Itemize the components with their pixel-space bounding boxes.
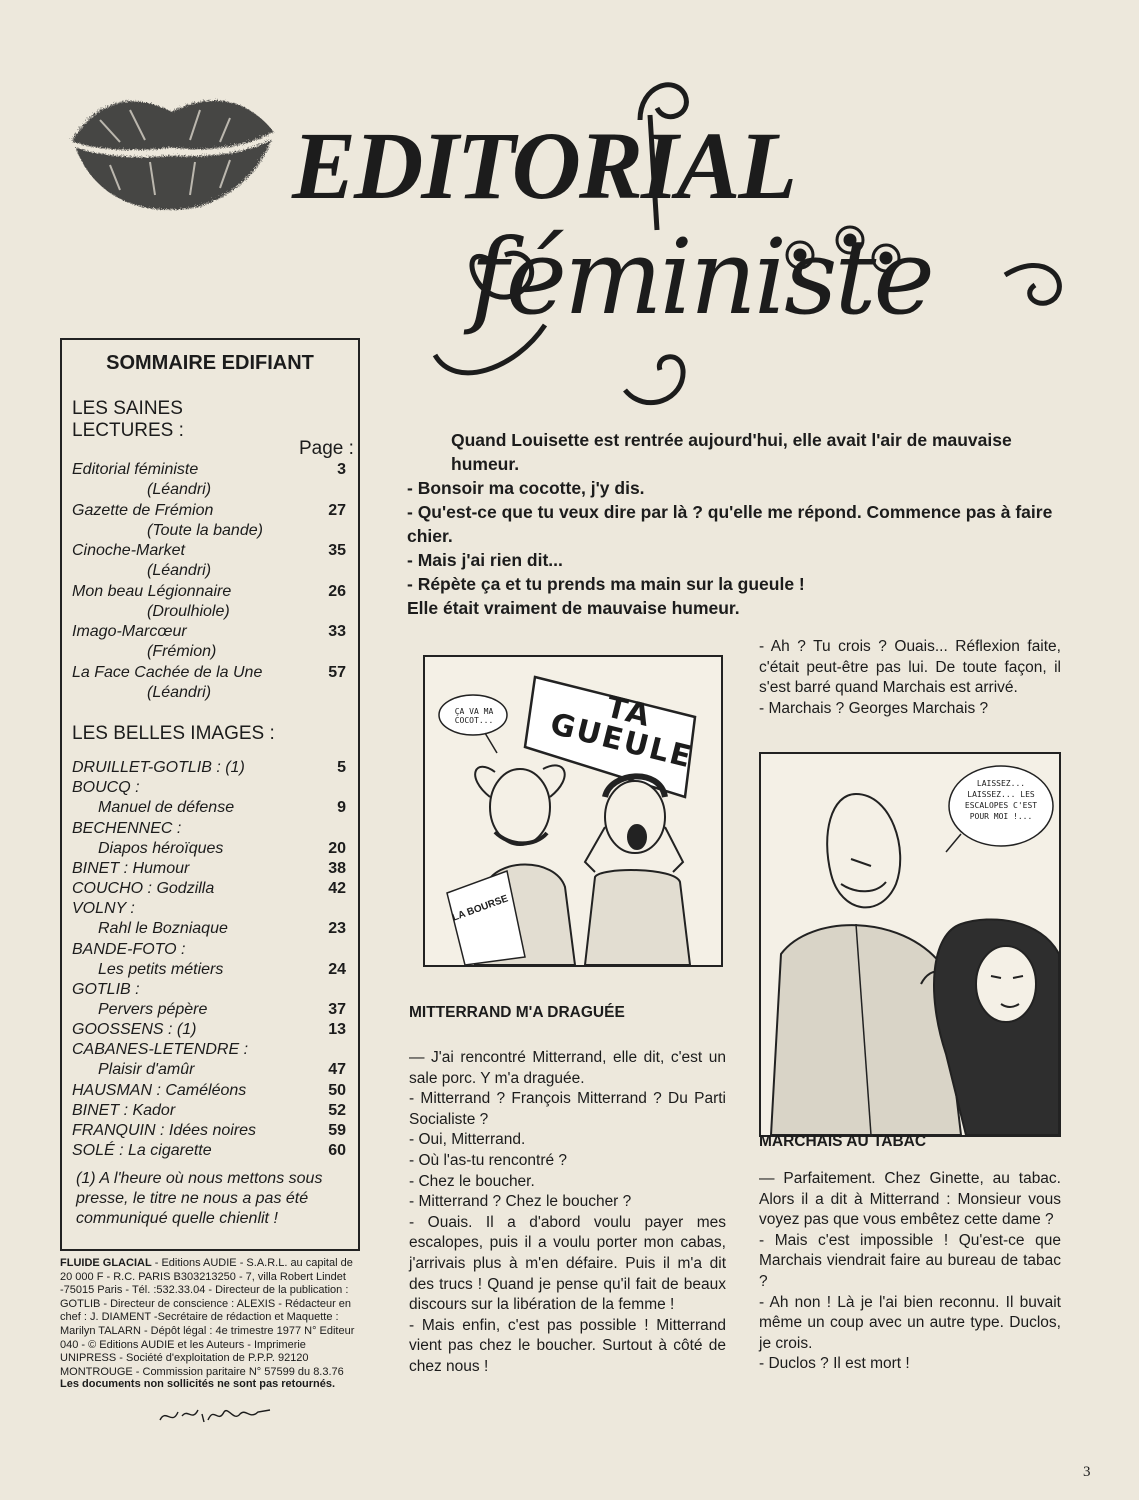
entry-artist: COUCHO : Godzilla [72, 880, 215, 897]
sommaire-entry [72, 1020, 352, 1040]
dialogue-line: - Mitterrand ? François Mitterrand ? Du Parti Socialiste ? [409, 1090, 726, 1128]
entry-artist: VOLNY : [72, 900, 135, 918]
entry-page: 33 [328, 623, 346, 640]
marchais-text [759, 1169, 1061, 1375]
publication-credits [60, 1257, 360, 1379]
section-heading-mitterrand: MITTERRAND M'A DRAGUÉE [409, 1004, 625, 1021]
entry-work: Plaisir d'amûr [98, 1061, 195, 1079]
intro-line: - Répète ça et tu prends ma main sur la gueule ! [407, 574, 805, 594]
intro-line: Quand Louisette est rentrée aujourd'hui, elle avait l'air de mauvaise humeur. [451, 430, 1012, 474]
sommaire-entry-work [72, 798, 352, 818]
entry-page: 50 [328, 1081, 346, 1099]
dialogue-line: — J'ai rencontré Mitterrand, elle dit, c'est un sale porc. Y m'a draguée. [409, 1049, 726, 1087]
entry-artist: GOOSSENS : (1) [72, 1021, 197, 1039]
comic-panel-marchais [759, 752, 1061, 1137]
entry-artist: BECHENNEC : [72, 819, 182, 837]
sommaire-entry [72, 582, 352, 602]
entry-page: 20 [328, 839, 346, 857]
editorial-title: EDITORIAL [292, 112, 796, 219]
sommaire-entry [72, 1141, 352, 1161]
entry-page: 9 [337, 799, 346, 817]
editorial-subtitle: féministe [470, 216, 932, 338]
dialogue-line: - Marchais ? Georges Marchais ? [759, 699, 989, 717]
sommaire-footnote: (1) A l'heure où nous mettons sous presse, le titre ne nous a pas été communiqué quelle chienlit ! [76, 1170, 323, 1227]
sommaire-title: SOMMAIRE EDIFIANT [106, 352, 314, 374]
entry-title: Editorial féministe [72, 461, 199, 478]
comic-panel-shout [423, 655, 723, 967]
sommaire-entry [72, 1081, 352, 1101]
entry-work: Rahl le Bozniaque [98, 920, 228, 938]
entry-page: 42 [328, 880, 346, 897]
section-heading-marchais: MARCHAIS AU TABAC [759, 1133, 927, 1150]
sommaire-entry [72, 1040, 352, 1060]
entry-page: 52 [328, 1101, 346, 1119]
entry-artist: SOLÉ : La cigarette [72, 1142, 212, 1160]
sommaire-entry [72, 622, 352, 642]
dialogue-line: - Oui, Mitterrand. [409, 1131, 526, 1149]
entry-page: 26 [328, 582, 346, 600]
entry-artist: BINET : Humour [72, 859, 190, 877]
page-number: 3 [1083, 1464, 1091, 1480]
sommaire-entry [72, 1101, 352, 1121]
entry-page: 47 [328, 1061, 346, 1079]
sommaire-entry [72, 980, 352, 1000]
entry-page: 59 [328, 1122, 346, 1139]
entry-page: 37 [328, 1000, 346, 1018]
sommaire-entry-author: (Droulhiole) [147, 602, 230, 620]
entry-artist: HAUSMAN : Caméléons [72, 1081, 247, 1099]
speech-balloon-text: LAISSEZ... LAISSEZ... LES ESCALOPES C'EST POUR MOI !... [964, 779, 1038, 821]
intro-text [407, 428, 1069, 620]
dialogue-line: - Mais enfin, c'est pas possible ! Mitterrand vient pas chez le boucher. Surtout à côté de chez nous ! [409, 1316, 726, 1375]
entry-artist: BINET : Kador [72, 1101, 176, 1119]
intro-line: - Mais j'ai rien dit... [407, 550, 563, 570]
sommaire-entry-author: (Léandri) [147, 562, 212, 579]
section-heading-line: LECTURES : [72, 420, 184, 441]
page-column-label: Page : [299, 438, 354, 459]
entry-title: Cinoche-Market [72, 542, 185, 559]
sommaire-entry [72, 940, 352, 960]
entry-page: 57 [328, 663, 346, 681]
sommaire-entry [72, 1121, 352, 1141]
dialogue-line: - Ah ? Tu crois ? Ouais... Réflexion faite, c'était peut-être pas lui. De toute façon, il s'est barré quand Marchais est arrivé. [759, 638, 1061, 697]
entry-page: 24 [328, 960, 346, 978]
entry-work: Diapos héroïques [98, 839, 224, 857]
entry-title: Imago-Marcœur [72, 623, 187, 640]
entry-page: 60 [328, 1142, 346, 1160]
entry-title: Gazette de Frémion [72, 501, 214, 519]
mitterrand-text [409, 1048, 726, 1378]
entry-artist: BANDE-FOTO : [72, 940, 186, 958]
sommaire-entry [72, 778, 352, 798]
entry-artist: GOTLIB : [72, 980, 140, 998]
sommaire-entry-author: (Toute la bande) [147, 521, 263, 539]
intro-line: - Qu'est-ce que tu veux dire par là ? qu'elle me répond. Commence pas à faire chier. [407, 502, 1053, 546]
dialogue-line: - Où l'as-tu rencontré ? [409, 1151, 568, 1169]
sommaire-entry [72, 758, 352, 778]
sommaire-entry-author: (Frémion) [147, 643, 217, 660]
entry-work: Manuel de défense [98, 799, 235, 817]
section-heading-line: LES SAINES [72, 398, 183, 419]
entry-artist: DRUILLET-GOTLIB : (1) [72, 759, 245, 776]
entry-work: Pervers pépère [98, 1000, 208, 1018]
section-heading-lectures [72, 398, 184, 442]
entry-page: 23 [328, 920, 346, 938]
entry-page: 13 [328, 1021, 346, 1039]
sommaire-entry-author: (Léandri) [147, 683, 212, 701]
sommaire-entry [72, 663, 352, 683]
dialogue-line: - Mitterrand ? Chez le boucher ? [409, 1193, 632, 1211]
entry-work: Les petits métiers [98, 960, 224, 978]
entry-page: 5 [337, 759, 346, 776]
sommaire-entry [72, 460, 352, 480]
sommaire-entry-work [72, 1000, 352, 1020]
dialogue-line: - Mais c'est impossible ! Qu'est-ce que Marchais viendrait faire au bureau de tabac ? [759, 1231, 1061, 1290]
credits-text: - Editions AUDIE - S.A.R.L. au capital de 20 000 F - R.C. PARIS B303213250 - 7, villa Robert Lindet -75015 Paris - Tél. :532.33.04 - Directeur de la publication : GOTLIB - Directeur de conscience : ALEXIS - Rédacteur en chef : J. DIAMENT -Secrétaire de rédaction et Maquette : Marilyn TALARN - Dépôt légal : 4e trimestre 1977 N° Editeur 040 - © Editions AUDIE et les Auteurs - Imprimerie UNIPRESS - Société d'exploitation de P.P.P. 92120 MONTROUGE - Commission paritaire N° 57599 du 8.3.76 [60, 1257, 355, 1378]
entry-page: 38 [328, 859, 346, 877]
sommaire-entry [72, 859, 352, 879]
unsolicited-notice: Les documents non sollicités ne sont pas retournés. [60, 1378, 336, 1390]
sommaire-entry [72, 541, 352, 561]
sommaire-entry-work [72, 960, 352, 980]
sommaire-entry [72, 879, 352, 899]
sommaire-entry [72, 899, 352, 919]
sommaire-entry-author: (Léandri) [147, 481, 212, 498]
sommaire-entry [72, 501, 352, 521]
section-heading-images: LES BELLES IMAGES : [72, 723, 275, 744]
entry-artist: CABANES-LETENDRE : [72, 1041, 249, 1059]
dialogue-line: - Ah non ! Là je l'ai bien reconnu. Il buvait même un coup avec un autre type. Duclos, je crois. [759, 1293, 1061, 1352]
sommaire-entry-work [72, 919, 352, 939]
dialogue-line: - Duclos ? Il est mort ! [759, 1355, 910, 1373]
lips-print-image [60, 70, 280, 220]
entry-page: 35 [328, 542, 346, 559]
newspaper-title: LA BOURSE [450, 893, 510, 924]
entry-page: 3 [337, 461, 346, 478]
dialogue-line: — Parfaitement. Chez Ginette, au tabac. Alors il a dit à Mitterrand : Monsieur vous voyez pas que vous embêtez cette dame ? [759, 1170, 1061, 1229]
entry-page: 27 [328, 501, 346, 519]
sommaire-entry-work [72, 1060, 352, 1080]
sommaire-entry [72, 819, 352, 839]
entry-title: La Face Cachée de la Une [72, 663, 263, 681]
intro-line: Elle était vraiment de mauvaise humeur. [407, 598, 740, 618]
credits-brand: FLUIDE GLACIAL [60, 1257, 152, 1269]
sommaire-entry-work [72, 839, 352, 859]
speech-balloon-text: ÇA VA MA COCOT... [454, 707, 494, 725]
entry-artist: FRANQUIN : Idées noires [72, 1122, 257, 1139]
dialogue-line: - Chez le boucher. [409, 1172, 535, 1190]
sommaire-box [60, 338, 360, 1251]
signature-image [158, 1398, 274, 1428]
right-column-top-text [759, 637, 1061, 719]
entry-artist: BOUCQ : [72, 779, 140, 797]
entry-title: Mon beau Légionnaire [72, 582, 232, 600]
shout-lettering: TA GUEULE [546, 689, 697, 776]
intro-line: - Bonsoir ma cocotte, j'y dis. [407, 478, 645, 498]
dialogue-line: - Ouais. Il a d'abord voulu payer mes escalopes, puis il a voulu porter mon cabas, j'arrivais plus à m'en défaire. Puis il m'a dit des trucs ! Quand je pense qu'il fait de beaux discours sur la libération de la femme ! [409, 1213, 726, 1314]
